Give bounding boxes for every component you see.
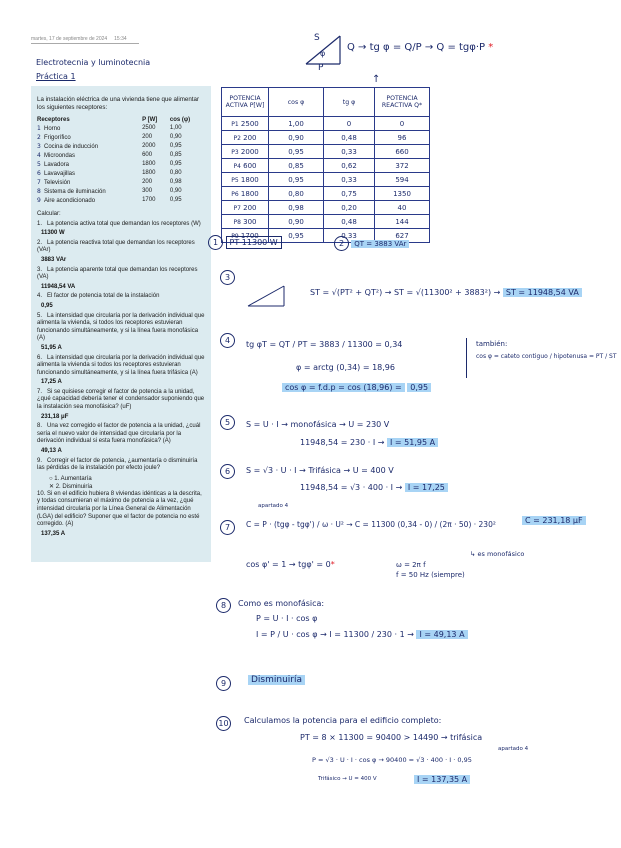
- step6-eq2: 11948,54 = √3 · 400 · I → I = 17,25: [300, 483, 448, 492]
- radio-icon[interactable]: ○: [49, 475, 53, 482]
- receptor-row: [35, 178, 203, 187]
- practice-title: Práctica 1: [36, 72, 76, 81]
- step10-eq1: PT = 8 × 11300 = 90400 > 14490 → trifásica: [300, 733, 483, 742]
- step10-result: I = 137,35 A: [414, 775, 470, 784]
- power-p: P8 300: [222, 215, 269, 229]
- receptor-name: 4 Microondas: [37, 152, 76, 159]
- power-cos: 0,90: [269, 215, 324, 229]
- ptable-header-tg: tg φ: [324, 88, 375, 117]
- power-q: 96: [375, 131, 430, 145]
- answer-text: 11300 W: [41, 230, 65, 237]
- step-3: 3: [220, 270, 235, 285]
- formula-top: Q → tg φ = Q/P → Q = tgφ·P *: [347, 42, 494, 53]
- receptor-cos: 0,95: [169, 197, 182, 203]
- power-p: P3 2000: [222, 145, 269, 159]
- step7-note: apartado 4: [258, 503, 289, 509]
- power-tg: 0,33: [324, 145, 375, 159]
- step4-eq1: tg φT = QT / PT = 3883 / 11300 = 0,34: [246, 340, 403, 349]
- answer-text: 49,13 A: [41, 448, 62, 455]
- step-6: 6: [220, 464, 235, 479]
- power-p: P9 1700: [222, 229, 269, 243]
- receptor-cos: 0,90: [169, 188, 182, 194]
- receptor-power: 200: [142, 179, 153, 185]
- calc-label: Calcular:: [37, 211, 61, 217]
- ptable-header-p: POTENCIA ACTIVA P[W]: [222, 88, 269, 117]
- step-5: 5: [220, 415, 235, 430]
- power-row: [222, 187, 430, 201]
- power-q: 660: [375, 145, 430, 159]
- col-receptores: Receptores: [37, 117, 70, 123]
- step3-eq: ST = √(PT² + QT²) → ST = √(11300² + 3883²) → ST = 11948,54 VA: [310, 288, 582, 297]
- step4-aside-title: también:: [476, 340, 508, 348]
- receptor-cos: 0,95: [169, 143, 182, 149]
- question-item: 3. La potencia aparente total que demandan los receptores (VA): [37, 266, 198, 281]
- question-item: 8. Una vez corregido el factor de potencia a la unidad, ¿cuál sería el nuevo valor de intensidad que circularía por la derivación individual si esta fuera monofásica? (A): [37, 423, 201, 445]
- power-p: P6 1800: [222, 187, 269, 201]
- receptor-power: 200: [142, 134, 153, 140]
- receptor-cos: 0,98: [169, 179, 182, 185]
- power-cos: 0,90: [269, 131, 324, 145]
- power-table: [221, 87, 430, 243]
- power-p: P2 200: [222, 131, 269, 145]
- power-tg: 0: [324, 117, 375, 131]
- power-row: [222, 173, 430, 187]
- power-p: P7 200: [222, 201, 269, 215]
- st-triangle: [244, 280, 304, 310]
- power-row: [222, 215, 430, 229]
- ptable-header-q: POTENCIA REACTIVA Q*: [375, 88, 430, 117]
- col-p: P [W]: [142, 117, 158, 123]
- power-tg: 0,48: [324, 131, 375, 145]
- step10-eq2: P = √3 · U · I · cos φ → 90400 = √3 · 400 · I · 0,95: [312, 756, 472, 764]
- receptors-table: [35, 116, 203, 205]
- power-q: 372: [375, 159, 430, 173]
- step-8: 8: [216, 598, 231, 613]
- power-p: P4 600: [222, 159, 269, 173]
- power-tg: 0,48: [324, 215, 375, 229]
- power-p: P1 2500: [222, 117, 269, 131]
- power-q: 594: [375, 173, 430, 187]
- power-tg: 0,75: [324, 187, 375, 201]
- step5-eq2: 11948,54 = 230 · I → I = 51,95 A: [300, 438, 438, 447]
- up-arrow-icon: ↑: [372, 74, 381, 85]
- receptor-row: [35, 169, 203, 178]
- power-q: 0: [375, 117, 430, 131]
- receptor-row: [35, 160, 203, 169]
- power-p: P5 1800: [222, 173, 269, 187]
- power-cos: 0,98: [269, 201, 324, 215]
- header-rule: [31, 43, 139, 44]
- radio-icon[interactable]: ✕: [49, 483, 55, 490]
- answer-text: 0,95: [41, 302, 53, 309]
- receptor-name: 6 Lavavajillas: [37, 170, 76, 177]
- answer-text: 231,18 μF: [41, 413, 69, 420]
- receptor-name: 5 Lavadora: [37, 161, 70, 168]
- receptor-name: 7 Televisión: [37, 179, 71, 186]
- receptor-power: 1800: [142, 161, 156, 167]
- power-q: 144: [375, 215, 430, 229]
- step7-mono: ↳ es monofásico: [470, 550, 525, 558]
- power-cos: 1,00: [269, 117, 324, 131]
- receptor-row: [35, 196, 203, 205]
- total-q: 2 QT = 3883 VAr: [334, 236, 409, 251]
- step8-eq1: P = U · I · cos φ: [256, 614, 318, 623]
- receptor-name: 1 Horno: [37, 125, 61, 132]
- receptor-name: 3 Cocina de inducción: [37, 143, 99, 150]
- receptor-name: 9 Aire acondicionado: [37, 197, 96, 204]
- power-q: 627: [375, 229, 430, 243]
- receptor-power: 2000: [142, 143, 156, 149]
- question-item: 2. La potencia reactiva total que demandan los receptores (VAr): [37, 239, 195, 254]
- answer-text: 51,95 A: [41, 344, 62, 351]
- power-tg: 0,62: [324, 159, 375, 173]
- receptor-name: 2 Frigorífico: [37, 134, 71, 141]
- step5-eq1: S = U · I → monofásica → U = 230 V: [246, 420, 390, 429]
- step4-aside-eq: cos φ = cateto contiguo / hipotenusa = PT / ST: [476, 353, 617, 360]
- receptor-power: 1700: [142, 197, 156, 203]
- power-row: [222, 145, 430, 159]
- step8-eq2: I = P / U · cos φ → I = 11300 / 230 · 1 → I = 49,13 A: [256, 630, 468, 639]
- power-row: [222, 131, 430, 145]
- answer-text: 11948,54 VA: [41, 283, 76, 290]
- step7-eq3: ω = 2π f: [396, 561, 426, 569]
- question-item: 4. El factor de potencia total de la instalación: [37, 293, 160, 300]
- power-cos: 0,80: [269, 187, 324, 201]
- triangle-s: S: [314, 33, 320, 43]
- question-item: 1. La potencia activa total que demandan los receptores (W): [37, 220, 201, 227]
- receptor-power: 600: [142, 152, 153, 158]
- note-date: martes, 17 de septiembre de 2024 15:34: [31, 36, 127, 42]
- step-4: 4: [220, 333, 235, 348]
- power-q: 40: [375, 201, 430, 215]
- triangle-p: P: [318, 63, 324, 73]
- power-cos: 0,95: [269, 173, 324, 187]
- step4-eq2: φ = arctg (0,34) = 18,96: [296, 363, 395, 372]
- receptor-cos: 0,85: [169, 152, 182, 158]
- power-tg: 0,33: [324, 229, 375, 243]
- step-10: 10: [216, 716, 231, 731]
- option-item[interactable]: ○ 1. Aumentaría: [49, 475, 92, 482]
- question-item: 6. La intensidad que circularía por la derivación individual que alimenta la vivienda si todos los receptores estuvieran funcionando simultáneamente, y si la línea fuera trifásica (A): [37, 354, 205, 376]
- step7-result: C = 231,18 μF: [522, 516, 586, 525]
- power-row: [222, 159, 430, 173]
- step7-eq1: C = P · (tgφ - tgφ') / ω · U² → C = 11300 (0,34 - 0) / (2π · 50) · 230²: [246, 520, 496, 529]
- triangle-phi: φ: [320, 49, 326, 58]
- answer-text: 3883 VAr: [41, 256, 67, 263]
- power-cos: 0,95: [269, 229, 324, 243]
- statement-panel: [31, 86, 211, 562]
- col-cos: cos (φ): [169, 117, 191, 123]
- step8-title: Como es monofásica:: [238, 599, 325, 608]
- receptor-row: [35, 151, 203, 160]
- power-cos: 0,95: [269, 145, 324, 159]
- receptor-power: 2500: [142, 125, 156, 131]
- receptor-cos: 0,90: [169, 134, 182, 140]
- power-cos: 0,85: [269, 159, 324, 173]
- total-p: 1 PT 11300 W: [208, 235, 282, 250]
- step7-eq2: cos φ' = 1 → tgφ' = 0*: [246, 560, 335, 569]
- receptor-row: [35, 124, 203, 133]
- ptable-header-cos: cos φ: [269, 88, 324, 117]
- course-title: Electrotecnia y luminotecnia: [36, 58, 151, 67]
- receptor-row: [35, 187, 203, 196]
- step10-title: Calculamos la potencia para el edificio completo:: [244, 716, 442, 725]
- receptor-cos: 0,80: [169, 170, 182, 176]
- option-item[interactable]: ✕ 2. Disminuiría: [49, 483, 93, 490]
- step7-eq4: f = 50 Hz (siempre): [396, 571, 465, 579]
- step-9: 9: [216, 676, 231, 691]
- power-tg: 0,20: [324, 201, 375, 215]
- receptor-power: 300: [142, 188, 153, 194]
- step6-eq1: S = √3 · U · I → Trifásica → U = 400 V: [246, 466, 394, 475]
- question-item: 10. Si en el edificio hubiera 8 viviendas idénticas a la descrita, y todas consumieran el máximo de potencia a la vez, ¿qué intensidad circularía por la Línea General de Alimentación (LGA) del edificio? Suponer que el factor de potencia no esté corregido. (A): [37, 490, 202, 528]
- power-row: [222, 201, 430, 215]
- question-item: 9. Corregir el factor de potencia, ¿aumentaría o disminuiría las pérdidas de la instalación por efecto joule?: [37, 457, 198, 472]
- power-tg: 0,33: [324, 173, 375, 187]
- question-item: 5. La intensidad que circularía por la derivación individual que alimenta la vivienda, si todos los receptores estuvieran funcionando simultáneamente, y si la línea fuera monofásica (A): [37, 312, 205, 342]
- receptor-row: [35, 142, 203, 151]
- answer-text: 17,25 A: [41, 379, 62, 386]
- receptor-cos: 0,95: [169, 161, 182, 167]
- receptor-cos: 1,00: [169, 125, 182, 131]
- statement-intro: La instalación eléctrica de una vivienda tiene que alimentar los siguientes receptores:: [37, 96, 200, 111]
- receptor-name: 8 Sistema de iluminación: [37, 188, 106, 195]
- power-row: [222, 117, 430, 131]
- question-item: 7. Si se quisiese corregir el factor de potencia a la unidad, ¿qué capacidad debería tener el condensador suponiendo que la instalación sea monofásica? (uF): [37, 388, 205, 411]
- step10-note: apartado 4: [498, 746, 529, 752]
- receptor-row: [35, 133, 203, 142]
- receptor-power: 1800: [142, 170, 156, 176]
- step9-result: Disminuiría: [248, 675, 305, 685]
- power-q: 1350: [375, 187, 430, 201]
- answer-text: 137,35 A: [41, 530, 66, 537]
- step4-eq3: cos φ = f.d.p = cos (18,96) = 0,95: [282, 383, 431, 392]
- aside-divider: [466, 338, 467, 378]
- step-7: 7: [220, 520, 235, 535]
- step10-eq3: Trifásico → U = 400 V: [318, 776, 377, 782]
